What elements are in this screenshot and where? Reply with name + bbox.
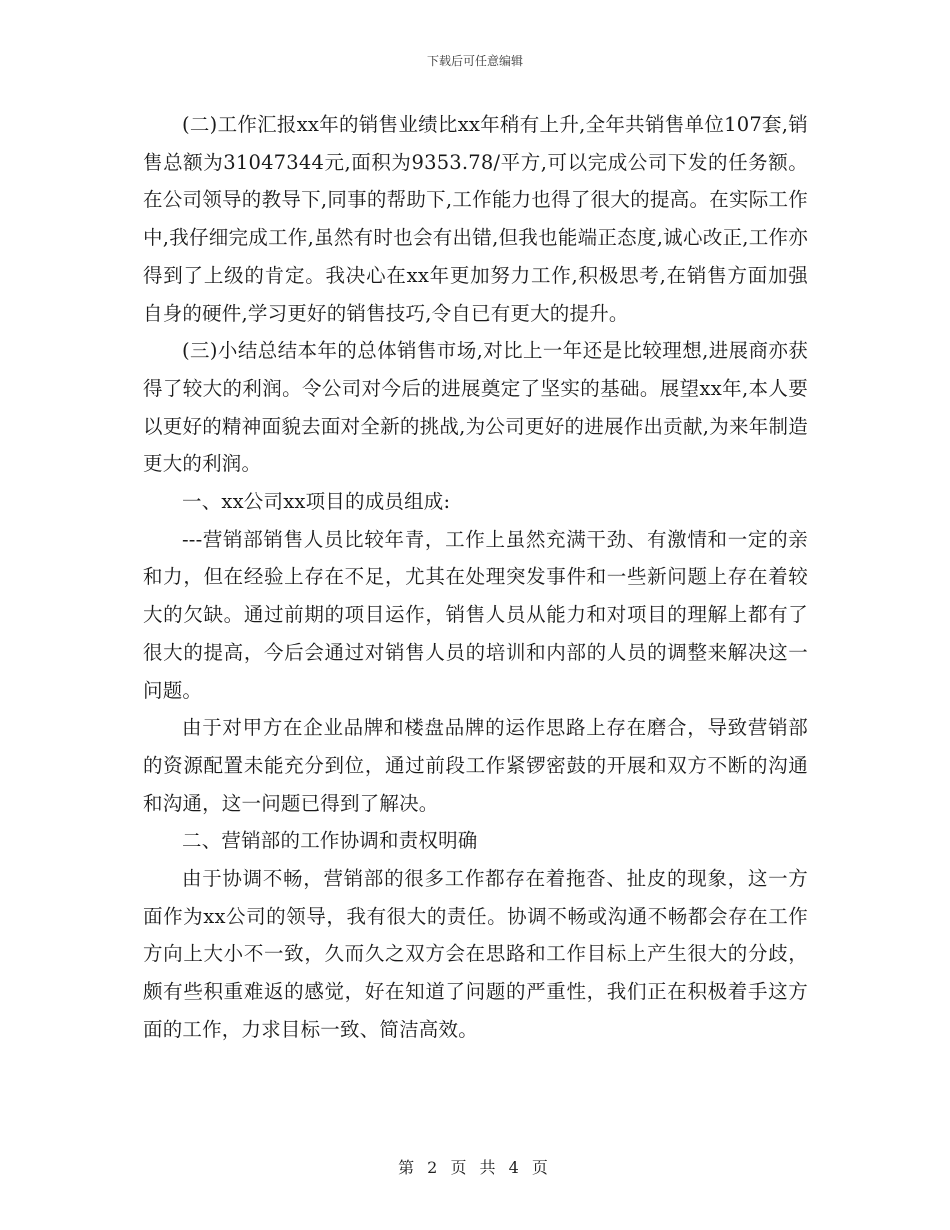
paragraph-coordination: 由于协调不畅，营销部的很多工作都存在着拖沓、扯皮的现象，这一方面作为xx公司的领导，我有很大的责任。协调不畅或沟通不畅都会存在工作方向上大小不一致，久而久之双方会在思路和工作目标上产生很大的分歧，颇有些积重难返的感觉，好在知道了问题的严重性，我们正在积极着手这方面的工作，力求目标一致、简洁高效。 [143, 867, 808, 1041]
paragraph-resource-allocation: 由于对甲方在企业品牌和楼盘品牌的运作思路上存在磨合，导致营销部的资源配置未能充分到位，通过前段工作紧锣密鼓的开展和双方不断的沟通和沟通，这一问题已得到了解决。 [143, 716, 808, 815]
section-heading-members: 一、xx公司xx项目的成员组成: [182, 490, 451, 514]
document-body [143, 106, 808, 1049]
page-number: 第 2 页 共 4 页 [398, 1158, 552, 1177]
paragraph-sales-staff: ---营销部销售人员比较年青，工作上虽然充满干劲、有激情和一定的亲和力，但在经验上存在不足，尤其在处理突发事件和一些新问题上存在着较大的欠缺。通过前期的项目运作，销售人员从能力和对项目的理解上都有了很大的提高，今后会通过对销售人员的培训和内部的人员的调整来解决这一问题。 [143, 527, 808, 702]
paragraph-summary: (三)小结总结本年的总体销售市场,对比上一年还是比较理想,进展商亦获得了较大的利润。令公司对今后的进展奠定了坚实的基础。展望xx年,本人要以更好的精神面貌去面对全新的挑战,为公司更好的进展作出贡献,为来年制造更大的利润。 [143, 339, 808, 476]
page-header-note: 下载后可任意编辑 [426, 54, 523, 68]
paragraph-work-report: (二)工作汇报xx年的销售业绩比xx年稍有上升,全年共销售单位107套,销售总额为31047344元,面积为9353.78/平方,可以完成公司下发的任务额。在公司领导的教导下,同事的帮助下,工作能力也得了很大的提高。在实际工作中,我仔细完成工作,虽然有时也会有出错,但我也能端正态度,诚心改正,工作亦得到了上级的肯定。我决心在xx年更加努力工作,积极思考,在销售方面加强自身的硬件,学习更好的销售技巧,令自已有更大的提升。 [143, 113, 808, 325]
section-heading-coordination: 二、营销部的工作协调和责权明确 [182, 829, 478, 853]
